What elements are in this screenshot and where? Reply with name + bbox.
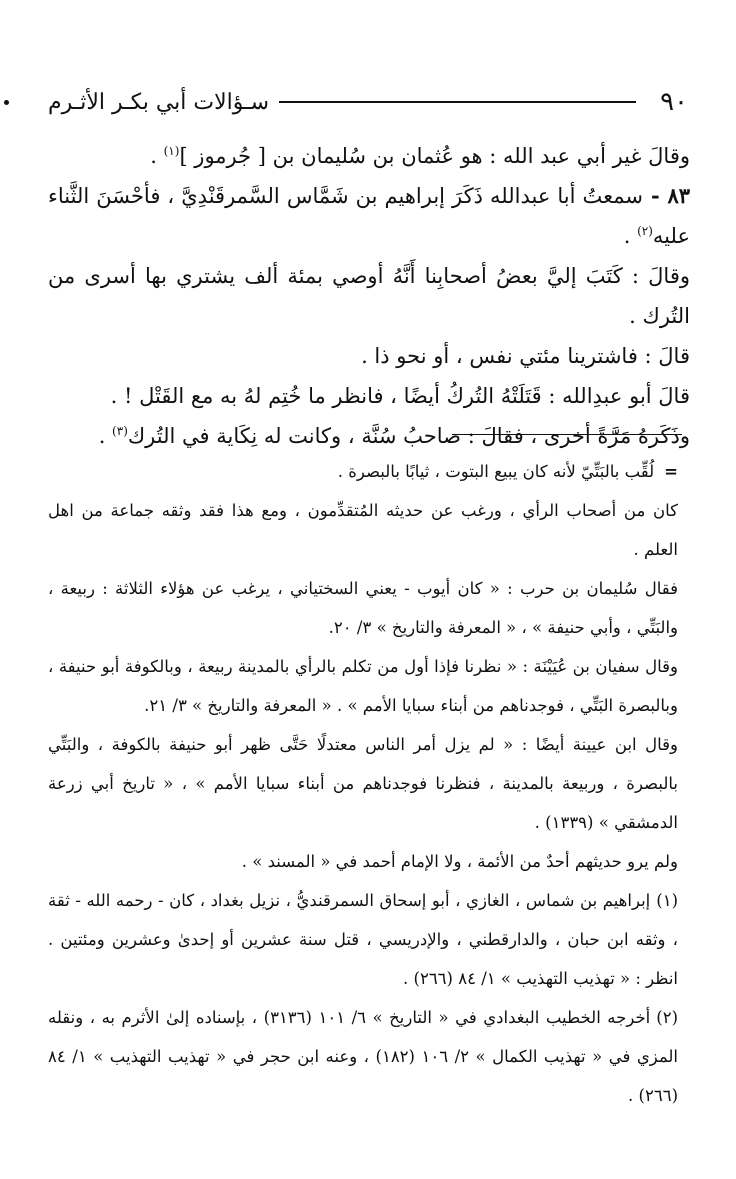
paragraph: قالَ : فاشترينا مئتي نفس ، أو نحو ذا . [361,344,690,368]
footnote-ref: (٣) [112,424,128,438]
footnote-number: (٢) [656,1008,678,1027]
continuation-mark: = [664,462,678,481]
page-edge-mark [4,100,9,105]
header-rule [279,101,636,103]
footnote-paragraph: وقال ابن عيينة أيضًا : « لم يزل أمر الناس معتدلًا حَتَّى ظهر أبو حنيفة بالكوفة ، والبَتِّي بالبصرة ، وربيعة بالمدينة ، فنظرنا فوجدناهم من أبناء سبايا الأمم » ، « تاريخ أبي زرعة الدمشقي » (١٣٣٩) . [48,735,678,832]
footnotes [48,452,678,1115]
footnote-number: (١) [656,891,678,910]
footnote-1: (١)إبراهيم بن شماس ، الغازي ، أبو إسحاق السمرقنديُّ ، نزيل بغداد ، كان - رحمه الله - ثقة ، وثقه ابن حبان ، والدارقطني ، والإدريسي ، قتل سنة عشرين أو إحدىٰ وعشرين ومئتين . انظر : « تهذيب التهذيب » ١/ ٨٤ (٢٦٦) . [48,891,678,988]
main-text [48,136,690,456]
footnote-paragraph: ولم يرو حديثهم أحدٌ من الأئمة ، ولا الإمام أحمد في « المسند » . [241,852,678,871]
paragraph: قالَ أبو عبدِالله : قَتَلَتْهُ التُركُ أيضًا ، فانظر ما خُتِم لهُ به مع القَتْل ! . [110,384,690,408]
page-header [48,80,688,124]
entry-number: ٨٣ - [651,183,690,208]
footnote-continuation: =لُقِّب بالبَتِّيّ لأنه كان يبيع البتوت ، ثيابًا بالبصرة . [337,462,678,481]
footnote-ref: (١) [163,144,180,158]
footnote-divider [452,434,682,435]
running-title: سـؤالات أبي بكـر الأثـرم [48,89,270,115]
paragraph: وقالَ : كَتَبَ إليَّ بعضُ أصحابِنا أَنَّهُ أوصي بمئة ألف يشتري بها أسرى من التُرك . [48,264,690,328]
footnote-paragraph: كان من أصحاب الرأي ، ورغب عن حديثه المُتقدِّمون ، ومع هذا فقد وثقه جماعة من اهل العلم . [48,501,678,559]
footnote-paragraph: وقال سفيان بن عُيَيْنَة : « نظرنا فإذا أول من تكلم بالرأي بالمدينة ربيعة ، وبالكوفة أبو حنيفة ، وبالبصرة البَتِّي ، فوجدناهم من أبناء سبايا الأمم » . « المعرفة والتاريخ » ٣/ ٢١. [48,657,678,715]
paragraph: وقالَ غير أبي عبد الله : هو عُثمان بن سُليمان بن [ جُرموز ]$^{(١)}$ . [150,144,690,168]
footnote-paragraph: فقال سُليمان بن حرب : « كان أيوب - يعني السختياني ، يرغب عن هؤلاء الثلاثة : ربيعة ، والبَتِّي ، وأبي حنيفة » ، « المعرفة والتاريخ » ٣/ ٢٠. [48,579,678,637]
numbered-entry: ٨٣ -سمعتُ أبا عبدالله ذَكَرَ إبراهيم بن شَمَّاس السَّمرقَنْدِيَّ ، فأحْسَنَ الثَّناء عليه$^{(٢)}$ . [48,183,690,248]
paragraph: وذَكَرهُ مَرَّةً أخرى ، فقالَ : صاحبُ سُنَّة ، وكانت له نِكَاية في التُرك$^{(٣)}$ . [98,424,690,448]
footnote-2: (٢)أخرجه الخطيب البغدادي في « التاريخ » ٦/ ١٠١ (٣١٣٦) ، بإسناده إلىٰ الأثرم به ، ونقله المزي في « تهذيب الكمال » ٢/ ١٠٦ (١٨٢) ، وعنه ابن حجر في « تهذيب التهذيب » ١/ ٨٤ (٢٦٦) . [48,1008,679,1105]
page-number: ٩٠ [660,87,688,117]
footnote-ref: (٢) [637,224,653,238]
